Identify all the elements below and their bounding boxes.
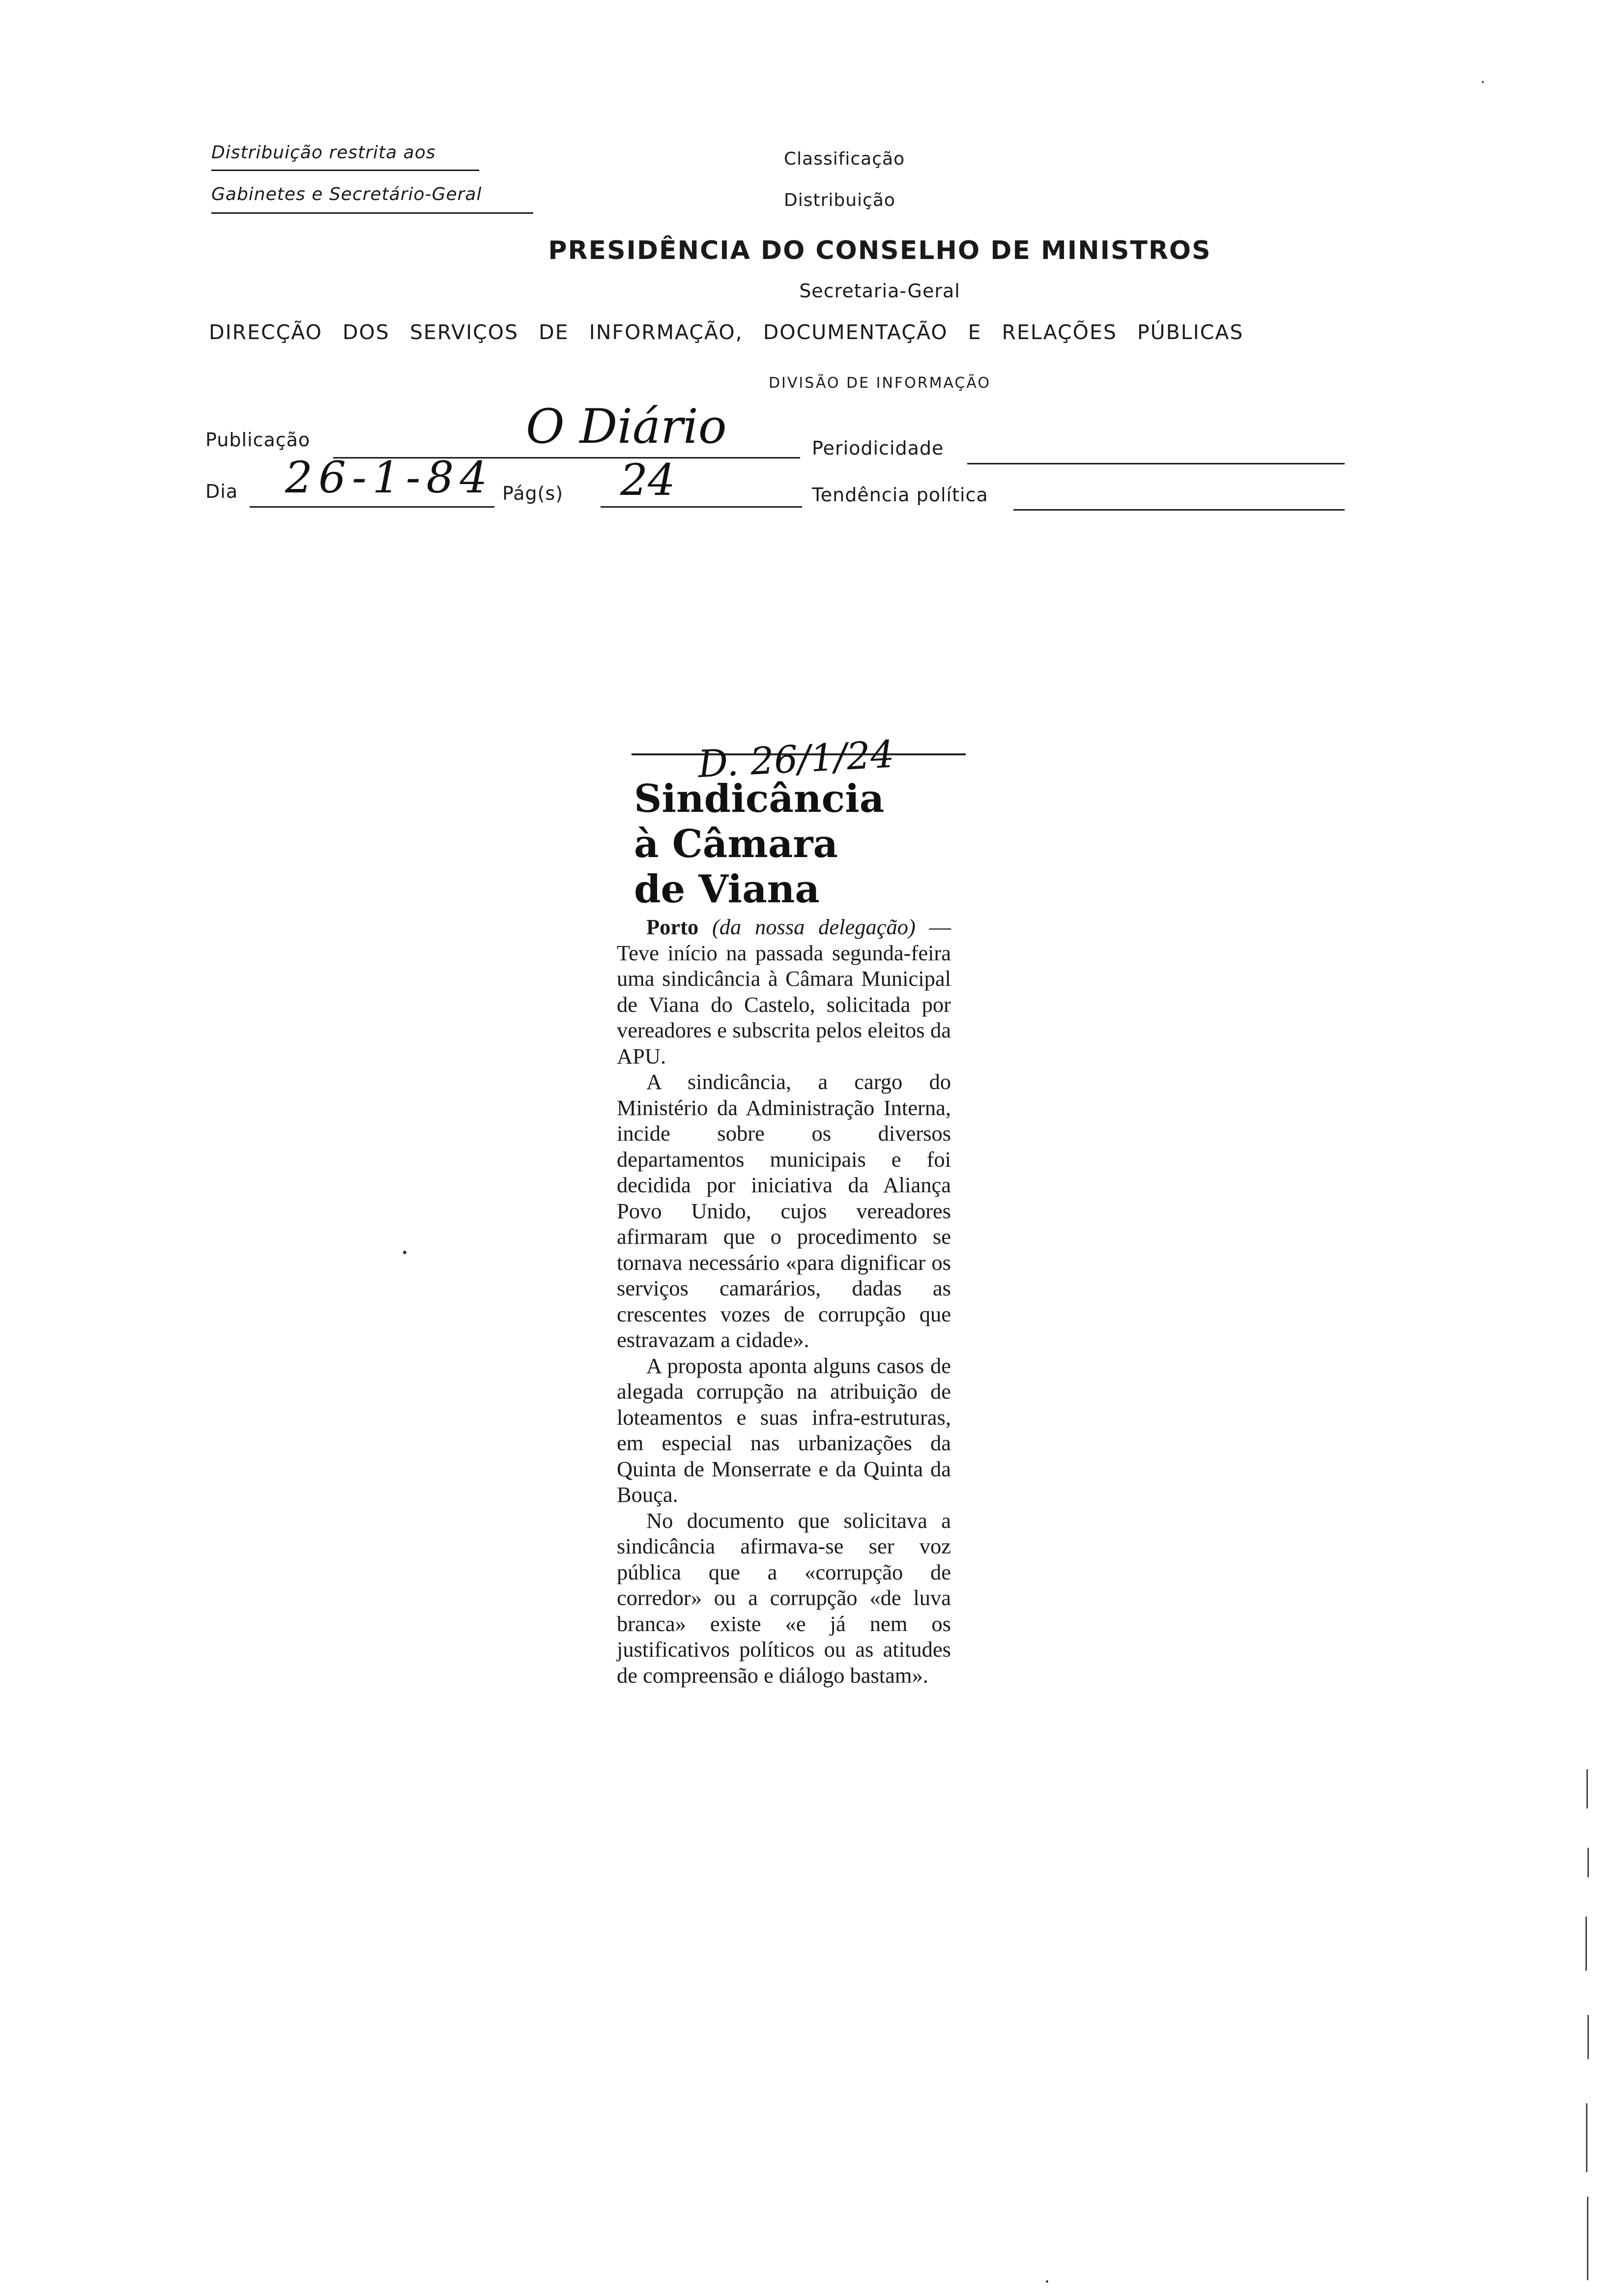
article-paragraph-3: A proposta aponta alguns casos de alegada corrupção na atribuição de loteamentos e suas infra-estruturas, em especial nas urbanizações da Quinta de Monserrate e da Quinta da Bouça. bbox=[617, 1353, 951, 1507]
distribution-note-rule2 bbox=[211, 212, 533, 214]
scan-speck bbox=[1046, 2280, 1048, 2283]
article-body bbox=[617, 914, 951, 1688]
scan-edge-mark bbox=[1587, 1848, 1589, 1877]
scan-speck bbox=[403, 1251, 406, 1254]
article-paragraph-2: A sindicância, a cargo do Ministério da Administração Interna, incide sobre os diversos departamentos municipais e foi decidida por iniciativa da Aliança Povo Unido, cujos vereadores afirmaram que o procedimento se tornava necessário «para dignificar os serviços camarários, dadas as crescentes vozes de corrupção que estravazam a cidade». bbox=[617, 1069, 951, 1352]
tendency-line bbox=[1013, 509, 1345, 511]
headline-line2: à Câmara bbox=[634, 822, 838, 866]
publication-label: Publicação bbox=[205, 429, 311, 451]
scan-edge-mark bbox=[1585, 1917, 1587, 1971]
pages-line bbox=[601, 506, 802, 508]
article-paragraph-4: No documento que solicitava a sindicância afirmava-se ser voz pública que a «corrupção de corredor» ou a corrupção «de luva branca» existe «e já nem os justificativos políticos ou as atitudes de compreensão e diálogo bastam». bbox=[617, 1508, 951, 1688]
article-paragraph-1-text: — Teve início na passada segunda-feira uma sindicância à Câmara Municipal de Viana do Castelo, solicitada por vereadores e subscrita pelos eleitos da APU. bbox=[617, 915, 951, 1068]
division-title: DIVISÃO DE INFORMAÇÃO bbox=[768, 374, 991, 392]
page-title: PRESIDÊNCIA DO CONSELHO DE MINISTROS bbox=[548, 236, 1211, 265]
scan-edge-mark bbox=[1587, 2197, 1588, 2280]
classification-label: Classificação bbox=[784, 149, 905, 169]
publication-value: O Diário bbox=[526, 399, 727, 454]
distribution-note-line1: Distribuição restrita aos bbox=[211, 143, 436, 163]
article-paragraph-1 bbox=[617, 914, 951, 1069]
headline-line1: Sindicância bbox=[634, 776, 885, 821]
periodicity-label: Periodicidade bbox=[812, 437, 944, 459]
pages-label: Pág(s) bbox=[502, 483, 564, 504]
article-lead-place: Porto bbox=[646, 915, 699, 939]
directorate-title: DIRECÇÃO DOS SERVIÇOS DE INFORMAÇÃO, DOCUMENTAÇÃO E RELAÇÕES PÚBLICAS bbox=[209, 320, 1244, 344]
headline-line3: de Viana bbox=[634, 867, 820, 912]
scan-edge-mark bbox=[1587, 2015, 1589, 2059]
page-subtitle: Secretaria-Geral bbox=[799, 280, 960, 302]
scan-edge-mark bbox=[1586, 2103, 1587, 2172]
distribution-label: Distribuição bbox=[784, 190, 895, 210]
article-dateline: (da nossa delegação) bbox=[712, 915, 916, 939]
scan-edge-mark bbox=[1586, 1769, 1588, 1808]
tendency-label: Tendência política bbox=[812, 484, 988, 506]
pages-value: 24 bbox=[620, 455, 675, 505]
day-value: 26-1-84 bbox=[285, 452, 493, 503]
day-label: Dia bbox=[205, 481, 238, 502]
distribution-note-rule1 bbox=[211, 170, 479, 171]
distribution-note-line2: Gabinetes e Secretário-Geral bbox=[211, 184, 482, 204]
clipping-handwritten-ref: D. 26/1/24 bbox=[696, 732, 895, 786]
periodicity-line bbox=[967, 463, 1345, 464]
scan-speck bbox=[1482, 81, 1484, 83]
day-line bbox=[250, 506, 494, 508]
